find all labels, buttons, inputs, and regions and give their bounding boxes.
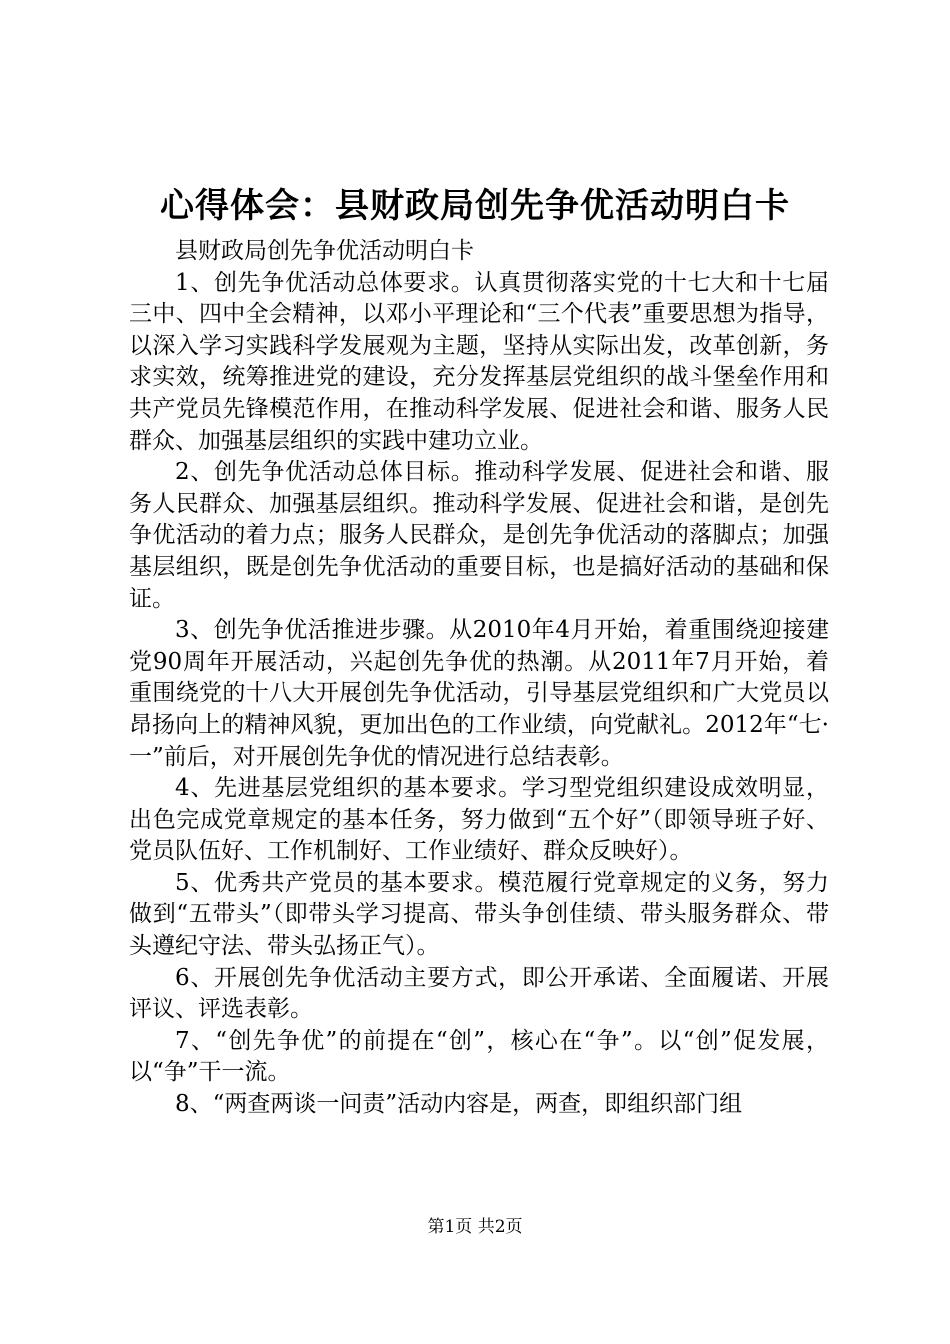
document-subtitle: 县财政局创先争优活动明白卡 [175,238,474,264]
paragraph-6: 6、开展创先争优活动主要方式，即公开承诺、全面履诺、开展评议、评选表彰。 [129,964,829,1023]
paragraph-5: 5、优秀共产党员的基本要求。模范履行党章规定的义务，努力做到“五带头”（即带头学习提高、带头争创佳绩、带头服务群众、带头遵纪守法、带头弘扬正气）。 [129,869,829,960]
paragraph-7: 7、“创先争优”的前提在“创”，核心在“争”。以“创”促发展，以“争”干一流。 [129,1027,829,1086]
document-title: 心得体会：县财政局创先争优活动明白卡 [160,186,790,226]
document-body [129,236,829,1121]
paragraph-3: 3、创先争优活推进步骤。从2010年4月开始，着重围绕迎接建党90周年开展活动，兴起创先争优的热潮。从2011年7月开始，着重围绕党的十八大开展创先争优活动，引导基层党组织和广大党员以昂扬向上的精神风貌，更加出色的工作业绩，向党献礼。2012年“七·一”前后，对开展创先争优的情况进行总结表彰。 [129,617,829,770]
paragraph-2: 2、创先争优活动总体目标。推动科学发展、促进社会和谐、服务人民群众、加强基层组织。推动科学发展、促进社会和谐，是创先争优活动的着力点；服务人民群众，是创先争优活动的落脚点；加强基层组织，既是创先争优活动的重要目标，也是搞好活动的基础和保证。 [129,459,829,612]
paragraph-1: 1、创先争优活动总体要求。认真贯彻落实党的十七大和十七届三中、四中全会精神，以邓小平理论和“三个代表”重要思想为指导，以深入学习实践科学发展观为主题，坚持从实际出发，改革创新，务求实效，统筹推进党的建设，充分发挥基层党组织的战斗堡垒作用和共产党员先锋模范作用，在推动科学发展、促进社会和谐、服务人民群众、加强基层组织的实践中建功立业。 [129,269,829,454]
page-number-footer: 第1页 共2页 [427,1217,523,1237]
paragraph-8: 8、“两查两谈一问责”活动内容是，两查，即组织部门组 [175,1091,743,1118]
paragraph-4: 4、先进基层党组织的基本要求。学习型党组织建设成效明显，出色完成党章规定的基本任务，努力做到“五个好”（即领导班子好、党员队伍好、工作机制好、工作业绩好、群众反映好）。 [129,775,829,865]
